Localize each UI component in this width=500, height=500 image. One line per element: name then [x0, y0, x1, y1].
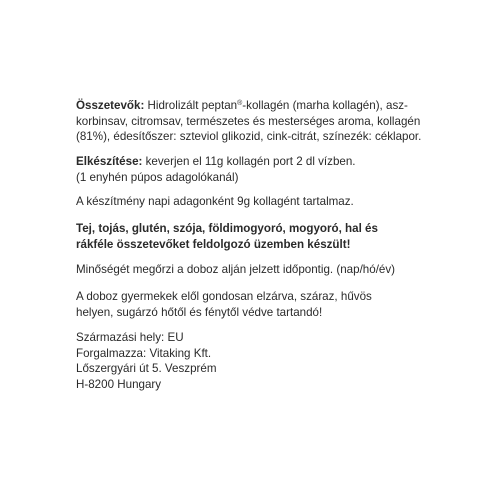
ingredients-line-1-rest: -kollagén (marha kollagén), asz- [242, 99, 408, 112]
storage-line-2: helyen, sugárzó hőtől és fénytől védve tartandó! [76, 305, 323, 319]
storage-line-1: A doboz gyermekek elől gondosan elzárva, száraz, hűvös [76, 290, 372, 303]
distributor-line: Forgalmazza: Vitaking Kft. [76, 346, 212, 360]
allergen-warning [76, 221, 426, 252]
preparation-line-1-rest: keverjen el 11g kollagén port 2 dl vízben. [142, 155, 356, 168]
ingredients-heading: Összetevők: [76, 99, 145, 112]
preparation-section [76, 154, 426, 185]
preparation-heading: Elkészítése: [76, 155, 143, 168]
origin-line: Származási hely: EU [76, 331, 184, 344]
preparation-line-2: (1 enyhén púpos adagolókanál) [76, 170, 239, 184]
dose-text: A készítmény napi adagonként 9g kollagént tartalmaz. [76, 195, 354, 208]
ingredients-line-1 [76, 98, 426, 114]
ingredients-section [76, 98, 426, 145]
allergen-line-1: Tej, tojás, glutén, szója, földimogyoró, mogyoró, hal és [76, 222, 378, 235]
dose-section [76, 194, 426, 210]
best-before-section [76, 262, 426, 278]
ingredients-line-1-text: Hidrolizált peptan [144, 99, 238, 112]
preparation-line-1 [76, 154, 426, 170]
ingredients-line-2: korbinsav, citromsav, természetes és mesterséges aroma, kollagén [76, 114, 421, 128]
registered-mark: ® [237, 100, 243, 107]
allergen-line-2: rákféle összetevőket feldolgozó üzemben készült! [76, 237, 351, 251]
address-city-line: H-8200 Hungary [76, 377, 162, 391]
storage-section [76, 289, 426, 320]
ingredients-line-3: (81%), édesítőszer: szteviol glikozid, cink-citrát, színezék: céklapor. [76, 130, 422, 143]
address-street-line: Lőszergyári út 5. Veszprém [76, 362, 217, 375]
origin-section [76, 330, 426, 392]
best-before-text: Minőségét megőrzi a doboz alján jelzett időpontig. (nap/hó/év) [76, 263, 396, 276]
